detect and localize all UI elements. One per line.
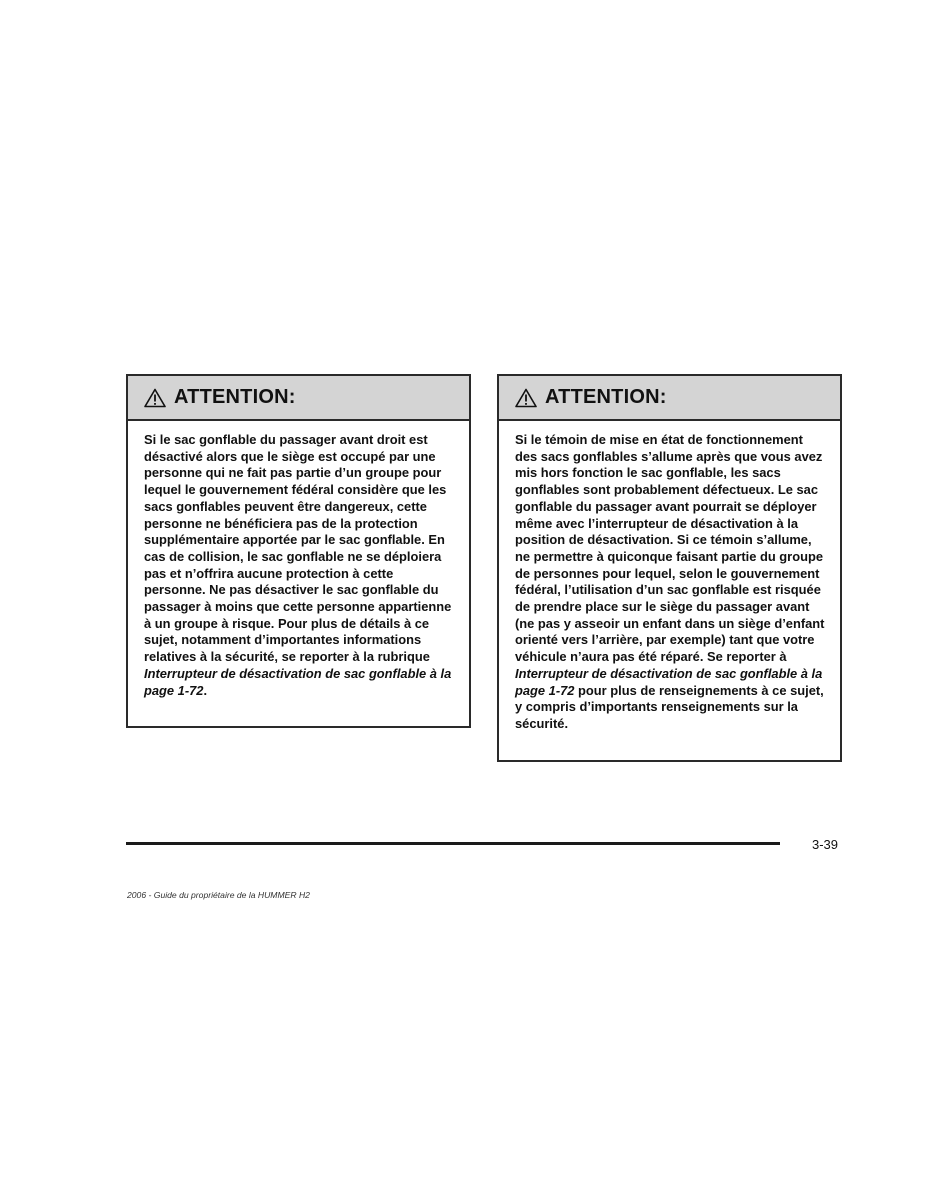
page-number: 3-39 xyxy=(812,837,839,852)
caution-header xyxy=(499,376,840,421)
caution-body-end: . xyxy=(203,682,208,698)
caution-body-text: Si le témoin de mise en état de fonctionnement des sacs gonflables s’allume après que vous avez mis hors fonction le sac gonflable, les sacs gonflables sont probablement défectueux. Le sac gonflable du passager avant pourrait se déployer même avec l’interrupteur de désactivation à la position de désactivation. Si ce témoin s’allume, ne permettre à quiconque faisant partie du groupe de personnes pour lequel, selon le gouvernement fédéral, l’utilisation d’un sac gonflable est risquée de prendre place sur le siège du passager avant (ne pas y asseoir un enfant dans un siège d’enfant orienté vers l’arrière, par exemple) tant que votre véhicule n’aura pas été réparé. Se reporter à xyxy=(515,432,825,665)
caution-box-airbag-indicator xyxy=(497,374,842,762)
footer-rule xyxy=(126,842,780,845)
cross-reference-link[interactable]: Interrupteur de désactivation de sac gonflable à la page 1-72 xyxy=(144,665,452,698)
caution-text xyxy=(499,421,840,747)
caution-text xyxy=(128,421,469,713)
warning-triangle-icon xyxy=(144,388,166,408)
footer-note: 2006 - Guide du propriétaire de la HUMMER H2 xyxy=(127,890,310,900)
warning-triangle-icon xyxy=(515,388,537,408)
caution-body-text: Si le sac gonflable du passager avant droit est désactivé alors que le siège est occupé par une personne qui ne fait pas partie d’un groupe pour lequel le gouvernement fédéral considère que les sacs gonflables peuvent être dangereux, cette personne ne bénéficiera pas de la protection supplémentaire apportée par le sac gonflable. En cas de collision, le sac gonflable ne se déploiera pas et n’offrira aucune protection à cette personne. Ne pas désactiver le sac gonflable du passager à moins que cette personne appartienne à un groupe à risque. Pour plus de détails à ce sujet, notamment d’importantes informations relatives à la sécurité, se reporter à la rubrique xyxy=(144,432,452,665)
caution-title: ATTENTION: xyxy=(174,386,296,408)
caution-title: ATTENTION: xyxy=(545,386,667,408)
caution-box-airbag-deactivated xyxy=(126,374,471,728)
caution-body-end: pour plus de renseignements à ce sujet, y compris d’importants renseignements sur la sécurité. xyxy=(515,682,824,731)
caution-header xyxy=(128,376,469,421)
cross-reference-link[interactable]: Interrupteur de désactivation de sac gonflable à la page 1-72 xyxy=(515,665,823,698)
